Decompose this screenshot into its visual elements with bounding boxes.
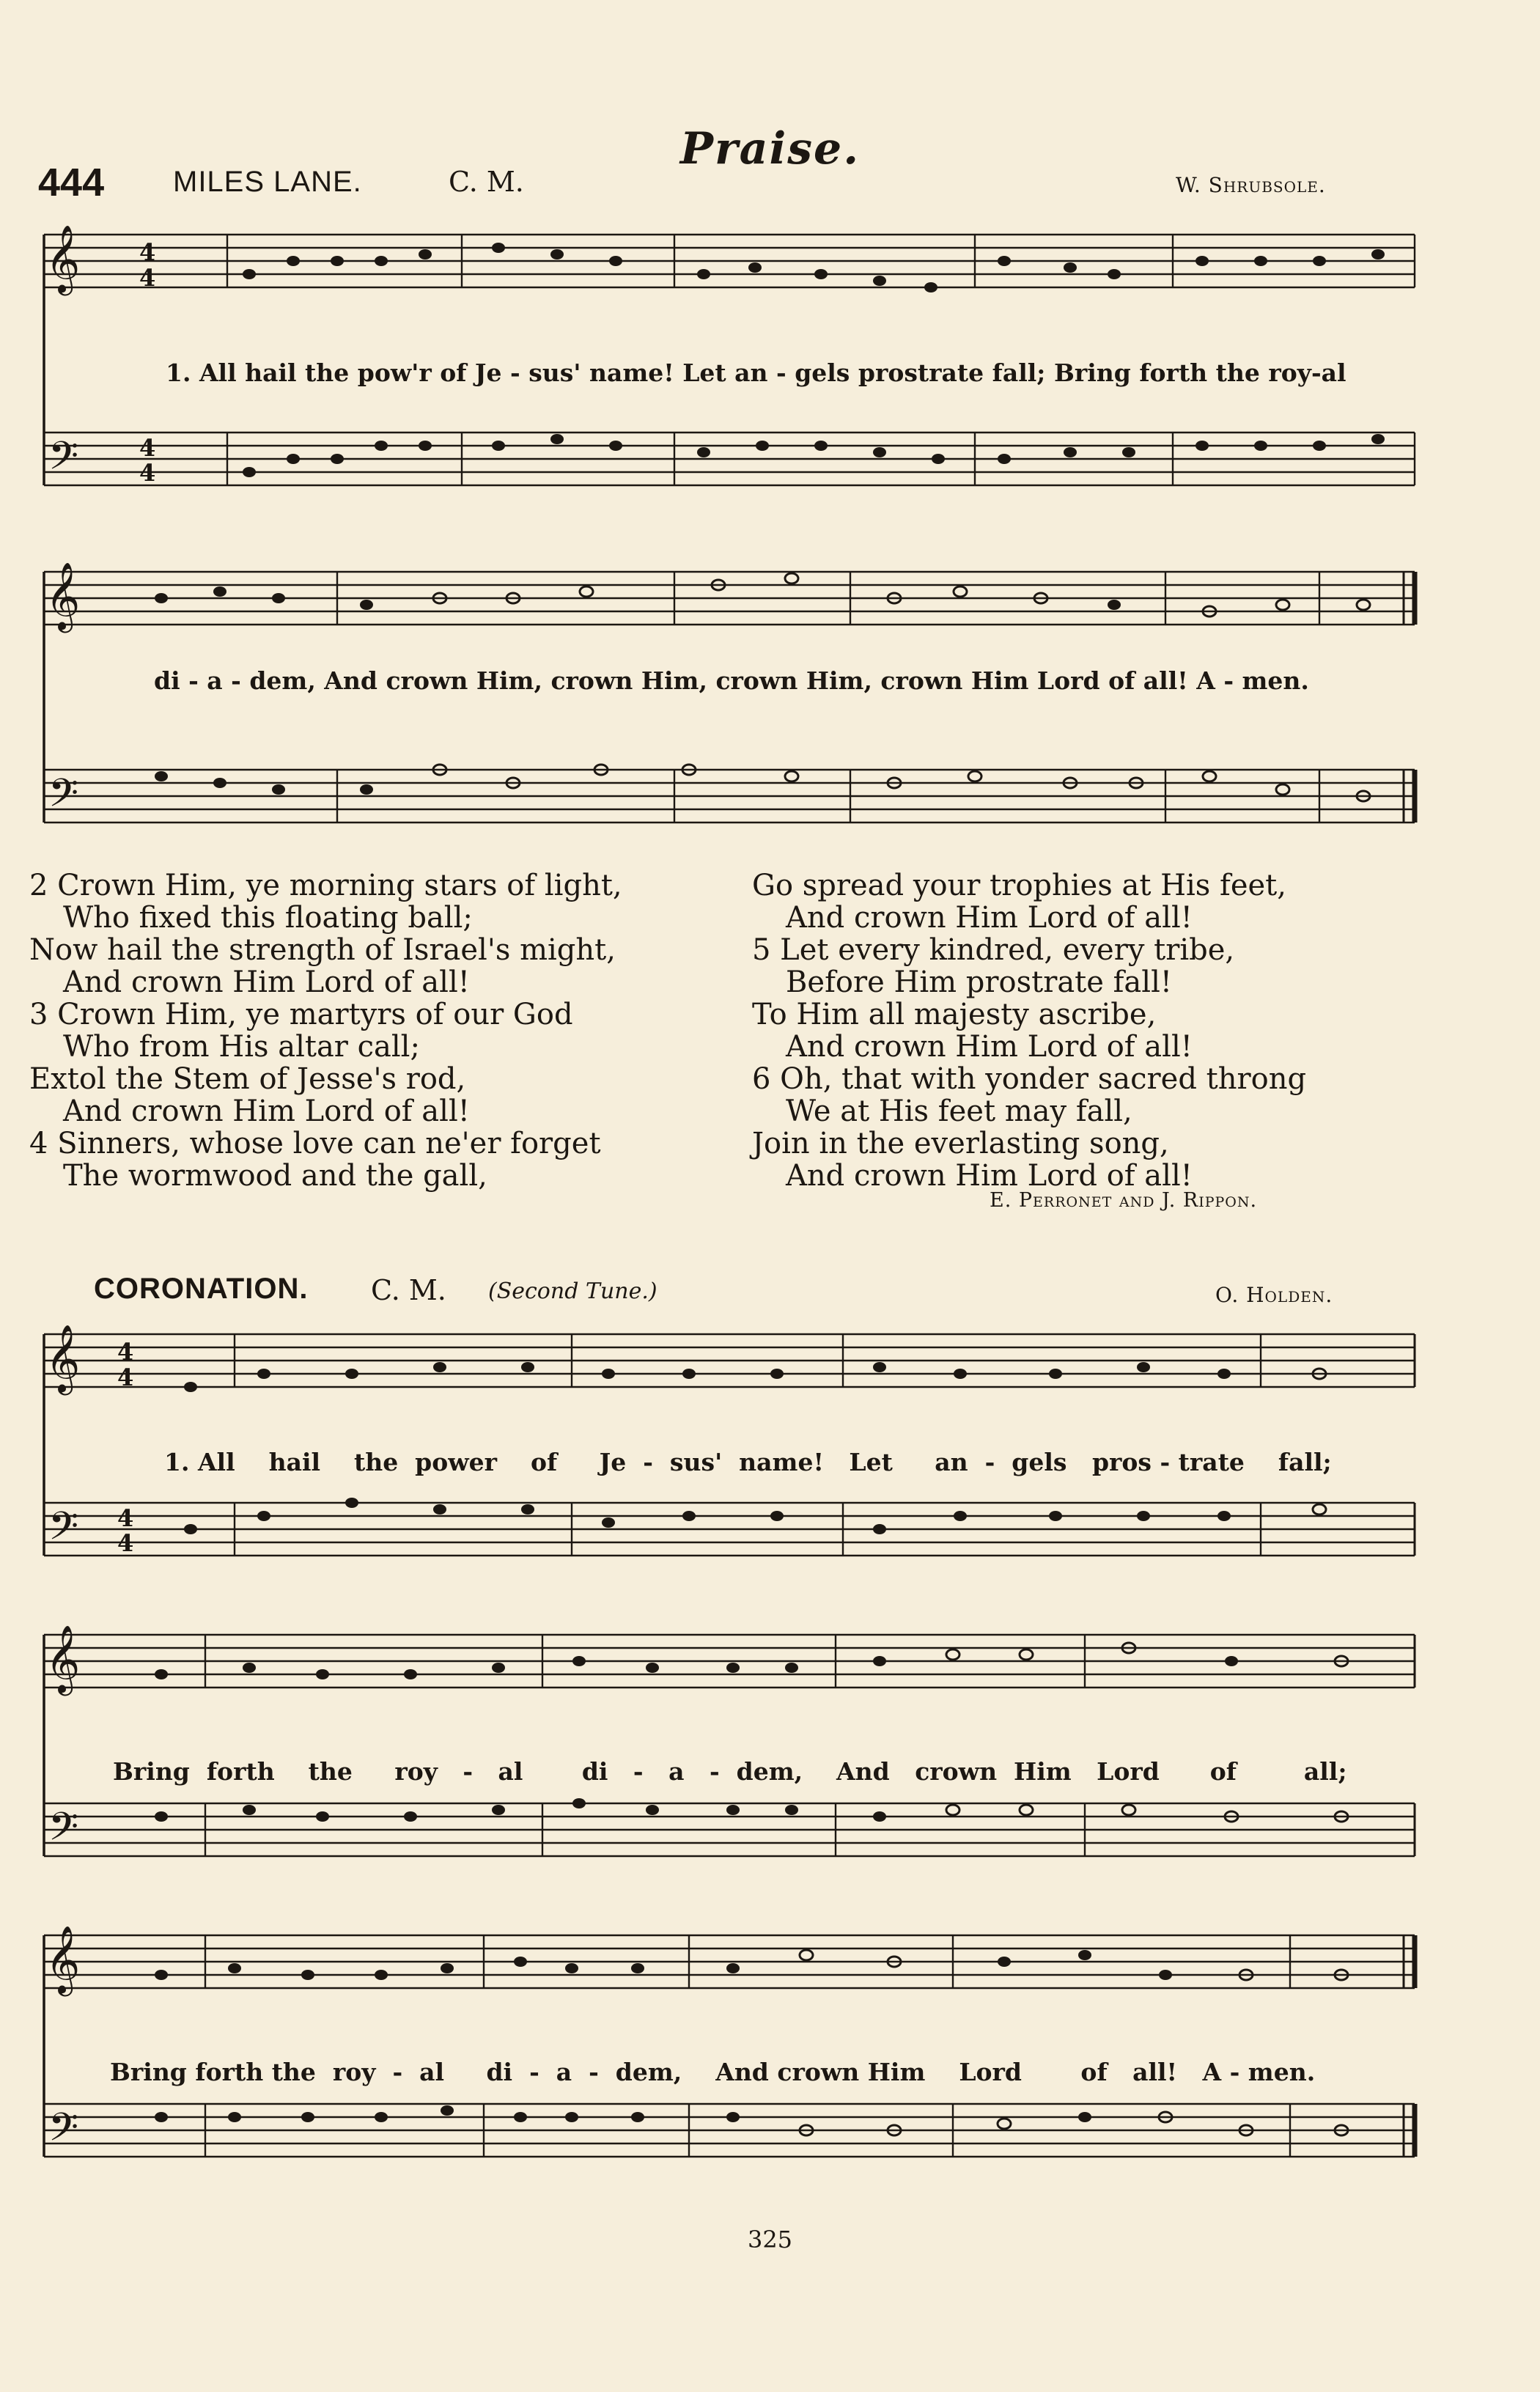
tune2-composer: O. Holden. [1215,1283,1333,1307]
verses_left-line: Who fixed this floating ball; [63,901,473,935]
svg-text:𝄢: 𝄢 [48,1805,79,1859]
verses_right-line: We at His feet may fall, [786,1094,1132,1128]
verses_right-line: Before Him prostrate fall! [786,965,1172,999]
verses_right-line: And crown Him Lord of all! [786,1159,1193,1193]
verses-right-column [752,869,1514,1192]
verses_left-line: Who from His altar call; [63,1030,420,1064]
page-number: 325 [747,2226,793,2253]
verses_left-line: And crown Him Lord of all! [63,1094,470,1128]
svg-text:𝄢: 𝄢 [48,2105,79,2160]
verses_right-line: 6 Oh, that with yonder sacred throng [752,1062,1307,1096]
music-system-3 [29,1320,1495,1613]
verses_left-line: 4 Sinners, whose love can ne'er forget [29,1127,601,1160]
svg-text:𝄞: 𝄞 [45,1624,81,1693]
hymn-authors: E. Perronet and J. Rippon. [990,1189,1258,1212]
time-signature-bottom-bass-2: 4 [117,1529,134,1557]
verses_left-line: The wormwood and the gall, [63,1159,487,1193]
verses_right-line: To Him all majesty ascribe, [752,998,1157,1031]
verses_left-line: Extol the Stem of Jesse's rod, [29,1062,466,1096]
verses_left-line: 2 Crown Him, ye morning stars of light, [29,869,622,902]
tune2-meter: C. M. [371,1274,446,1306]
lyrics-line-2: di - a - dem, And crown Him, crown Him, crown Him, crown Him Lord of all! A - men. [154,666,1309,695]
verses_left-line: And crown Him Lord of all! [63,965,470,999]
music-system-1 [29,220,1495,528]
tune2-name: CORONATION. [94,1273,309,1305]
time-signature-top-2: 4 [117,1338,134,1366]
verses_right-line: Go spread your trophies at His feet, [752,869,1286,902]
music-system-5 [29,1921,1495,2214]
hymn-meter: C. M. [449,166,524,198]
tune2-lyrics-line-1: 1. All hail the power of Je - sus' name! Let an - gels pros - trate fall; [164,1448,1332,1476]
time-signature-bottom: 4 [139,264,156,292]
verses_left-line: Now hail the strength of Israel's might, [29,933,616,967]
verses_right-line: 5 Let every kindred, every tribe, [752,933,1235,967]
time-signature-bottom-bass: 4 [139,459,156,487]
time-signature-top: 4 [139,238,156,266]
time-signature-top-bass: 4 [139,434,156,462]
svg-text:𝄞: 𝄞 [45,224,81,292]
verses-left-column [29,869,755,1192]
music-system-4 [29,1620,1495,1913]
svg-text:𝄞: 𝄞 [45,562,81,630]
lyrics-line-1: 1. All hail the pow'r of Je - sus' name! Let an - gels prostrate fall; Bring forth the roy-al [166,358,1346,387]
hymn-composer: W. Shrubsole. [1176,173,1326,197]
svg-text:𝄢: 𝄢 [48,771,79,825]
verses_right-line: Join in the everlasting song, [752,1127,1169,1160]
svg-text:𝄢: 𝄢 [48,434,79,488]
verses_right-line: And crown Him Lord of all! [786,1030,1193,1064]
time-signature-bottom-2: 4 [117,1364,134,1391]
verses_right-line: And crown Him Lord of all! [786,901,1193,935]
tune2-lyrics-line-2: Bring forth the roy - al di - a - dem, And crown Him Lord of all; [113,1757,1347,1786]
music-system-2 [29,557,1495,865]
verses_left-line: 3 Crown Him, ye martyrs of our God [29,998,573,1031]
hymn-number: 444 [38,161,105,205]
svg-text:𝄢: 𝄢 [48,1504,79,1559]
tune2-lyrics-line-3: Bring forth the roy - al di - a - dem, And crown Him Lord of all! A - men. [110,2058,1316,2086]
hymn-tune-name: MILES LANE. [173,166,362,198]
svg-text:𝄞: 𝄞 [45,1925,81,1993]
section-title: Praise. [679,123,861,174]
svg-text:𝄞: 𝄞 [45,1324,81,1392]
time-signature-top-bass-2: 4 [117,1504,134,1532]
tune2-second-label: (Second Tune.) [488,1278,657,1304]
